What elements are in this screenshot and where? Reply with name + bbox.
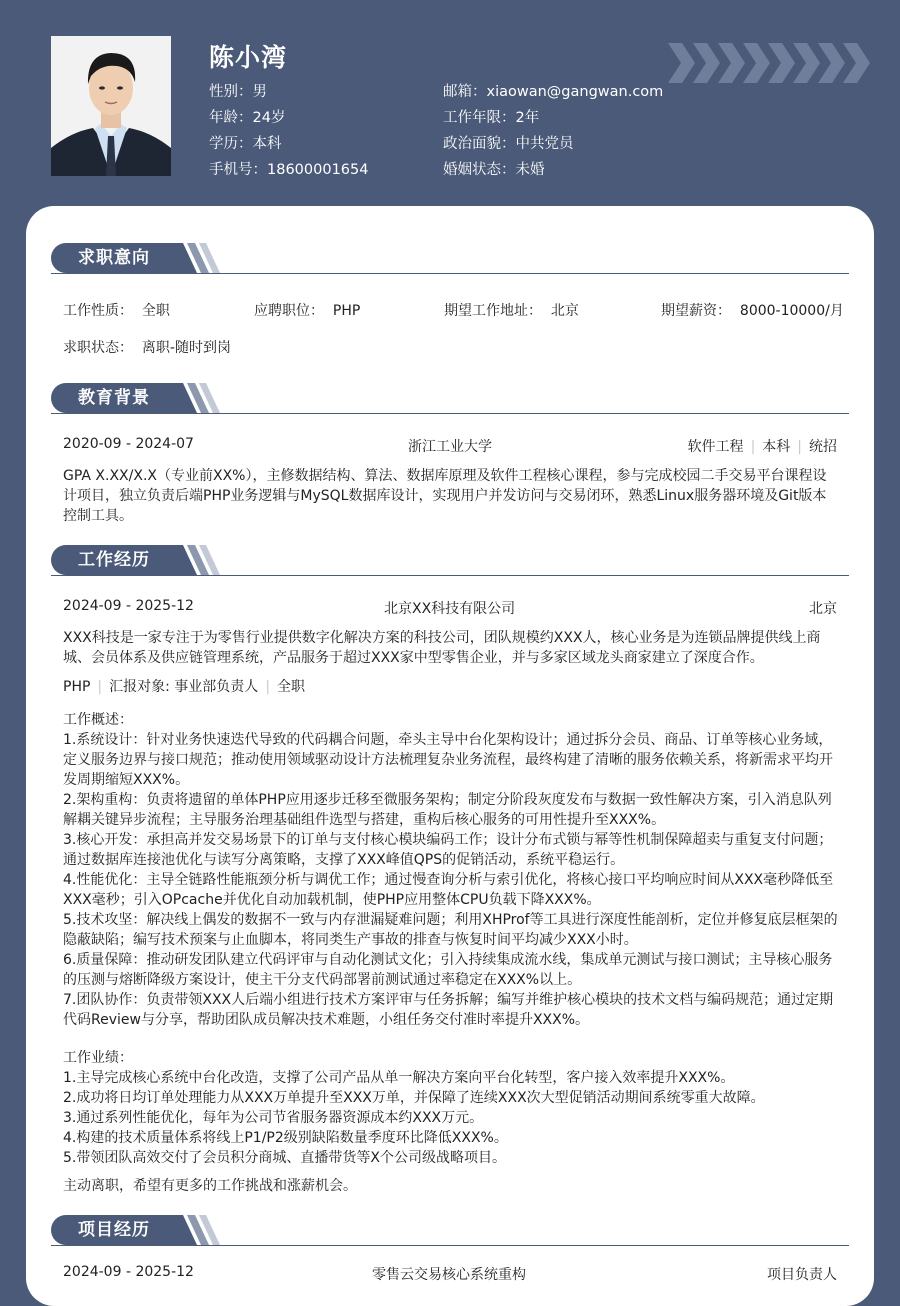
intent-position: 应聘职位： PHP [254, 303, 361, 319]
overview-item: 1.系统设计：针对业务快速迭代导致的代码耦合问题，牵头主导中台化架构设计；通过拆分会员、商品、订单等核心业务域，定义服务边界与接口规范；推动使用领域驱动设计方法梳理复杂业务流程，最终构建了清晰的服务依赖关系，将新需求平均开发周期缩短XXX%。 [63, 732, 833, 788]
section-divider [51, 273, 849, 274]
company-description: XXX科技是一家专注于为零售行业提供数字化解决方案的科技公司，团队规模约XXX人，核心业务是为连锁品牌提供线上商城、会员体系及供应链管理系统，产品服务于超过XXX家中型零售企业，并与多家区域龙头商家建立了深度合作。 [63, 630, 821, 666]
intent-salary: 期望薪资： 8000-10000/月 [661, 303, 844, 319]
overview-item: 7.团队协作：负责带领XXX人后端小组进行技术方案评审与任务拆解；编写并维护核心模块的技术文档与编码规范；通过定期代码Review与分享，帮助团队成员解决技术难题，小组任务交付准时率提升XXX%。 [63, 992, 834, 1028]
results-item: 5.带领团队高效交付了会员积分商城、直播带货等X个公司级战略项目。 [63, 1150, 506, 1166]
section-stripe-icon [173, 383, 263, 413]
project-period: 2024-09 - 2025-12 [63, 1264, 194, 1280]
overview-item: 2.架构重构：负责将遗留的单体PHP应用逐步迁移至微服务架构；制定分阶段灰度发布与数据一致性解决方案，引入消息队列解耦关键异步流程；主导服务治理基础组件选型与搭建，重构后核心服务的可用性提升至XXX%。 [63, 792, 832, 828]
personal-info-right [443, 82, 663, 186]
section-divider [51, 1245, 849, 1246]
section-title: 教育背景 [51, 383, 183, 413]
results-item: 1.主导完成核心系统中台化改造，支撑了公司产品从单一解决方案向平台化转型，客户接入效率提升XXX%。 [63, 1070, 735, 1086]
section-header-work [51, 545, 849, 577]
education-description: GPA X.XX/X.X（专业前XX%），主修数据结构、算法、数据库原理及软件工程核心课程，参与完成校园二手交易平台课程设计项目，独立负责后端PHP业务逻辑与MySQL数据库设计，实现用户并发访问与交易闭环，熟悉Linux服务器环境及Git版本控制工具。 [63, 468, 827, 524]
leave-reason: 主动离职，希望有更多的工作挑战和涨薪机会。 [63, 1178, 357, 1194]
personal-info-left [209, 82, 368, 186]
results-item: 3.通过系列性能优化，每年为公司节省服务器资源成本约XXX万元。 [63, 1110, 484, 1126]
intent-job-type: 工作性质： 全职 [63, 303, 170, 319]
candidate-name: 陈小湾 [209, 43, 288, 72]
work-results [63, 1048, 839, 1168]
section-header-education [51, 383, 849, 415]
intent-status: 求职状态： 离职-随时到岗 [63, 340, 231, 356]
overview-item: 6.质量保障：推动研发团队建立代码评审与自动化测试文化；引入持续集成流水线，集成单元测试与接口测试；主导核心服务的压测与熔断降级方案设计，使主干分支代码部署前测试通过率稳定在XXX%以上。 [63, 952, 833, 988]
results-item: 2.成功将日均订单处理能力从XXX万单提升至XXX万单，并保障了连续XXX次大型促销活动期间系统零重大故障。 [63, 1090, 765, 1106]
overview-item: 5.技术攻坚：解决线上偶发的数据不一致与内存泄漏疑难问题；利用XHProf等工具进行深度性能剖析，定位并修复底层框架的隐蔽缺陷；编写技术预案与止血脚本，将同类生产事故的排查与恢复时间平均减少XXX小时。 [63, 912, 838, 948]
section-stripe-icon [173, 243, 263, 273]
overview-item: 4.性能优化：主导全链路性能瓶颈分析与调优工作；通过慢查询分析与索引优化，将核心接口平均响应时间从XXX毫秒降低至XXX毫秒；引入OPcache并优化自动加载机制，使PHP应用整体CPU负载下降XXX%。 [63, 872, 834, 908]
work-overview [63, 710, 839, 1030]
section-header-project [51, 1215, 849, 1247]
work-period: 2024-09 - 2025-12 [63, 598, 194, 614]
intent-location: 期望工作地址： 北京 [444, 303, 579, 319]
project-name: 零售云交易核心系统重构 [372, 1267, 526, 1283]
profile-photo [51, 36, 171, 176]
section-divider [51, 413, 849, 414]
work-city: 北京 [809, 601, 837, 617]
education-school: 浙江工业大学 [408, 439, 492, 455]
work-company: 北京XX科技有限公司 [384, 601, 516, 617]
education-period: 2020-09 - 2024-07 [63, 436, 194, 452]
chevron-decoration-icon [668, 43, 872, 83]
info-phone: 手机号：18600001654 [209, 162, 369, 178]
section-stripe-icon [173, 545, 263, 575]
info-political-status: 政治面貌：中共党员 [443, 136, 574, 152]
section-header-intent [51, 243, 849, 275]
info-education: 学历：本科 [209, 136, 282, 152]
results-item: 4.构建的技术质量体系将线上P1/P2级别缺陷数量季度环比降低XXX%。 [63, 1130, 508, 1146]
info-email: 邮箱：xiaowan@gangwan.com [443, 84, 664, 100]
project-role: 项目负责人 [767, 1267, 837, 1283]
section-stripe-icon [173, 1215, 263, 1245]
section-title: 工作经历 [51, 545, 183, 575]
section-title: 求职意向 [51, 243, 183, 273]
section-divider [51, 575, 849, 576]
info-work-years: 工作年限：2年 [443, 110, 540, 126]
overview-item: 3.核心开发：承担高并发交易场景下的订单与支付核心模块编码工作；设计分布式锁与幂等性机制保障超卖与重复支付问题；通过数据库连接池优化与读写分离策略，支撑了XXX峰值QPS的促销活动，系统平稳运行。 [63, 832, 833, 868]
info-age: 年龄：24岁 [209, 110, 286, 126]
education-meta: 软件工程 | 本科 | 统招 [687, 439, 837, 455]
work-role-meta: PHP | 汇报对象: 事业部负责人 | 全职 [63, 679, 306, 695]
section-title: 项目经历 [51, 1215, 183, 1245]
info-marital-status: 婚姻状态：未婚 [443, 162, 545, 178]
overview-title: 工作概述： [63, 712, 133, 728]
info-gender: 性别：男 [209, 84, 267, 100]
results-title: 工作业绩： [63, 1050, 133, 1066]
